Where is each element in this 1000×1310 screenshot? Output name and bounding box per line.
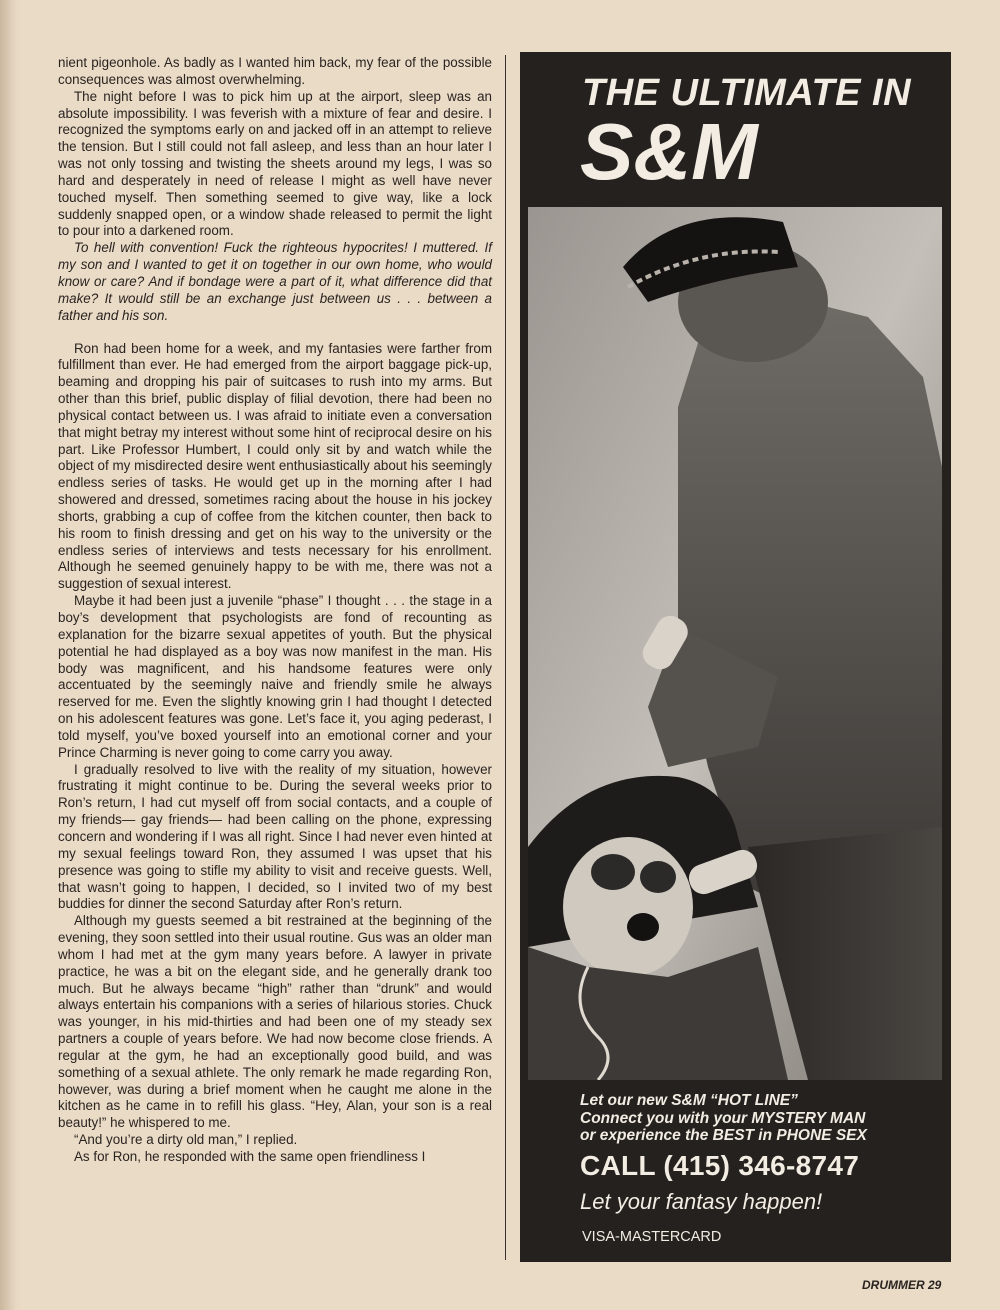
ad-copy bbox=[580, 1092, 940, 1145]
article-paragraph: Maybe it had been just a juvenile “phase” I thought . . . the stage in a boy’s development that psychologists are fond of recounting as explanation for the bizarre sexual appetites of youth. But the physical potential he had displayed as a boy was now manifest in the man. His body was magnificent, and his handsome features were only accentuated by the seemingly naive and friendly smile he always reserved for me. Even the slightly knowing grin I had thought I detected on his adolescent features was gone. Let’s face it, you aging pederast, I told myself, you’ve boxed yourself into an emotional corner and your Prince Charming is never going to come carry you away. bbox=[58, 593, 492, 760]
article-paragraph: To hell with convention! Fuck the righteous hypocrites! I muttered. If my son and I wanted to get it on together in our own home, who would know or care? And if bondage were a part of it, what difference did that make? It would still be an exchange just between us . . . between a father and his son. bbox=[58, 240, 492, 323]
ad-copy-line: or experience the BEST in PHONE SEX bbox=[580, 1127, 867, 1144]
page-gutter-shadow bbox=[0, 0, 22, 1310]
ad-tagline: Let your fantasy happen! bbox=[580, 1189, 823, 1214]
page-folio: DRUMMER 29 bbox=[862, 1278, 942, 1292]
article-text-column bbox=[58, 55, 492, 1166]
ad-copy-line: Let our new S&M “HOT LINE” bbox=[580, 1092, 798, 1109]
article-paragraph: “And you’re a dirty old man,” I replied. bbox=[74, 1132, 298, 1148]
article-paragraph: The night before I was to pick him up at the airport, sleep was an absolute impossibility. I was feverish with a mixture of fear and desire. I recognized the symptoms early on and jacked off in an attempt to relieve the tension. But I still could not fall asleep, and less than an hour later I was not only tossing and twisting the sheets around my legs, I was so hard and desperately in need of release I might as well have never touched myself. Then something seemed to give way, like a lock suddenly snapped open, or a window shade released to permit the light to pour into a darkened room. bbox=[58, 88, 492, 239]
advertisement bbox=[520, 52, 951, 1262]
ad-photo bbox=[528, 207, 942, 1080]
ad-copy-line: Connect you with your MYSTERY MAN bbox=[580, 1109, 866, 1127]
article-paragraph: Although my guests seemed a bit restrained at the beginning of the evening, they soon settled into their usual routine. Gus was an older man whom I had met at the gym many years before. A lawyer in private practice, he was a bit on the elegant side, and he generally drank too much. But he always became “high” rather than “drunk” and would always entertain his companions with a series of hilarious stories. Chuck was younger, in his mid-thirties and had been one of my steady sex partners a couple of years before. We had now become close friends. A regular at the gym, he had an exceptionally good build, and was something of a sexual athlete. The only remark he made regarding Ron, however, was during a brief moment when he caught me alone in the kitchen as he came in to refill his glass. “Hey, Alan, your son is a real beauty!” he whispered to me. bbox=[58, 913, 492, 1131]
ad-photo-illustration bbox=[528, 207, 942, 1080]
article-paragraph: I gradually resolved to live with the reality of my situation, however frustrating it might continue to be. During the several weeks prior to Ron’s return, I had cut myself off from social contacts, and a couple of my friends— gay friends— had been calling on the phone, expressing concern and wondering if I was all right. Since I had never even hinted at my sexual feelings toward Ron, they assumed I was upset that his presence was going to stifle my ability to visit and receive guests. Well, that wasn’t going to happen, I decided, so I invited two of my best buddies for dinner the second Saturday after Ron’s return. bbox=[58, 761, 492, 912]
article-paragraph: nient pigeonhole. As badly as I wanted him back, my fear of the possible consequences was almost overwhelming. bbox=[58, 55, 492, 87]
ad-headline-line2: S&M bbox=[580, 107, 758, 196]
column-divider bbox=[505, 55, 506, 1260]
article-paragraph: As for Ron, he responded with the same open friendliness I bbox=[74, 1149, 426, 1164]
ad-payment-methods: VISA-MASTERCARD bbox=[582, 1229, 722, 1245]
ad-headline-line1: THE ULTIMATE IN bbox=[582, 72, 912, 114]
article-paragraph: Ron had been home for a week, and my fantasies were farther from fulfillment than ever. He had emerged from the airport baggage pick-up, beaming and dropping his pair of suitcases to rush into my arms. But other than this brief, public display of filial devotion, there had been no physical contact between us. I was afraid to initiate even a conversation that might betray my interest without some hint of reciprocal desire on his part. Like Professor Humbert, I could only sit by and watch while the object of my misdirected desire went enthusiastically about his seemingly endless series of tasks. He would get up in the morning after I had showered and dressed, sometimes racing about the house in his jockey shorts, grabbing a cup of coffee from the kitchen counter, then back to his room to finish dressing and get on his way to the university or the endless series of interviews and tests necessary for his enrollment. Although he seemed genuinely happy to be with me, there was not a suggestion of sexual interest. bbox=[58, 340, 492, 592]
ad-phone-number: CALL (415) 346-8747 bbox=[580, 1150, 860, 1181]
